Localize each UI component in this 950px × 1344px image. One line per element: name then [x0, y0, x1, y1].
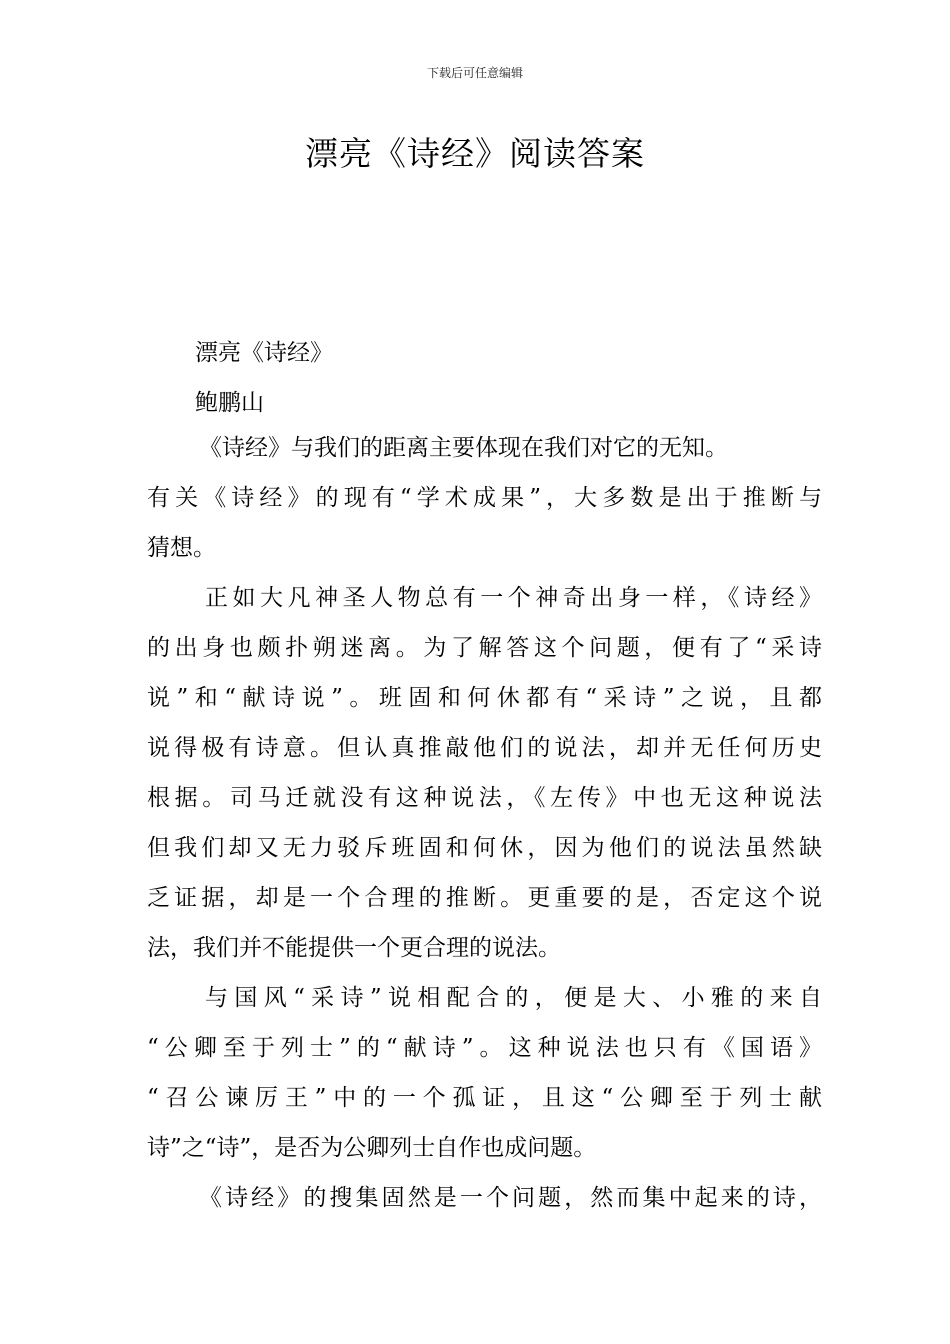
header-note: 下载后可任意编辑: [426, 66, 523, 80]
paragraph-line: 乏证据，却是一个合理的推断。更重要的是，否定这个说: [147, 885, 822, 911]
paragraph-line: 诗”之“诗”，是否为公卿列士自作也成问题。: [147, 1135, 597, 1161]
paragraph-line: 猜想。: [147, 535, 216, 561]
paragraph-line: 《诗经》的搜集固然是一个问题，然而集中起来的诗，: [199, 1185, 822, 1211]
page-title: 漂亮《诗经》阅读答案: [305, 134, 645, 173]
paragraph-line: 根据。司马迁就没有这种说法，《左传》中也无这种说法: [147, 785, 822, 811]
article-body: [147, 423, 822, 1223]
paragraph-2: [147, 573, 822, 973]
paragraph-line: “召公谏厉王”中的一个孤证，且这“公卿至于列士献: [147, 1085, 822, 1111]
paragraph-line: 法，我们并不能提供一个更合理的说法。: [147, 935, 561, 961]
paragraph-line: 《诗经》与我们的距离主要体现在我们对它的无知。: [199, 435, 728, 461]
paragraph-line: 但我们却又无力驳斥班固和何休，因为他们的说法虽然缺: [147, 835, 822, 861]
paragraph-3: [147, 973, 822, 1173]
article-author: 鲍鹏山: [195, 390, 264, 416]
paragraph-line: “公卿至于列士”的“献诗”。这种说法也只有《国语》: [147, 1035, 822, 1061]
paragraph-4: [147, 1173, 822, 1223]
paragraph-1: [147, 423, 822, 573]
paragraph-line: 说”和“献诗说”。班固和何休都有“采诗”之说，且都: [147, 685, 822, 711]
article-subtitle: 漂亮《诗经》: [195, 340, 333, 366]
paragraph-line: 与国风“采诗”说相配合的，便是大、小雅的来自: [205, 985, 822, 1011]
paragraph-line: 的出身也颇扑朔迷离。为了解答这个问题，便有了“采诗: [147, 635, 822, 661]
paragraph-line: 正如大凡神圣人物总有一个神奇出身一样，《诗经》: [205, 585, 822, 611]
paragraph-line: 说得极有诗意。但认真推敲他们的说法，却并无任何历史: [147, 735, 822, 761]
paragraph-line: 有关《诗经》的现有“学术成果”，大多数是出于推断与: [147, 485, 822, 511]
